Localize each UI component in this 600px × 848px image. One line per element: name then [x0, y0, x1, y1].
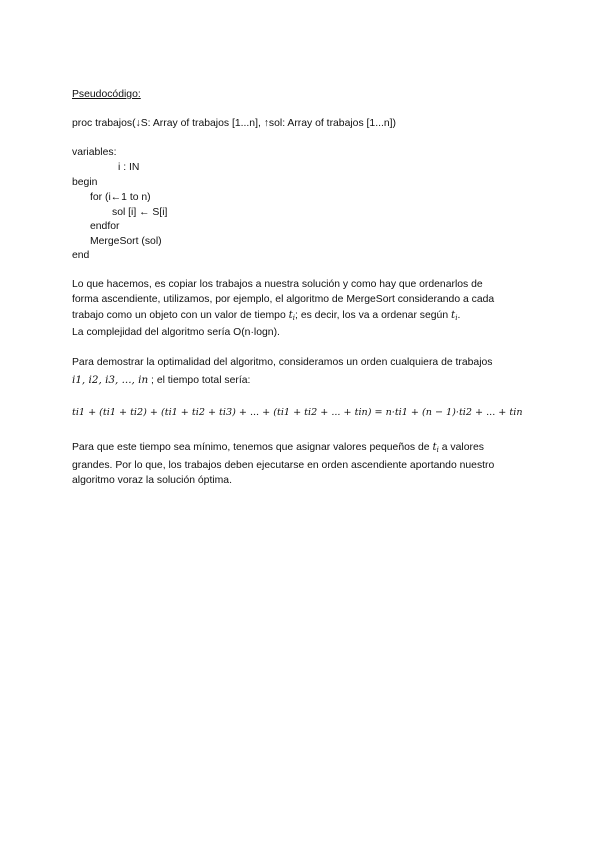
begin-keyword: begin	[72, 177, 98, 188]
explanation-line-3-text-c: .	[457, 310, 461, 321]
for-loop-line: for (i←1 to n)	[90, 192, 151, 203]
conclusion-line-1	[72, 441, 484, 456]
total-time-equation: ti1 + (ti1 + ti2) + (ti1 + ti2 + ti3) + ... + (ti1 + ti2 + ... + tin) = n·ti1 + (n − 1)·ti2 + ... + tin	[72, 407, 523, 418]
conclusion-line-2: grandes. Por lo que, los trabajos deben ejecutarse en orden ascendiente aportando nuestro	[72, 460, 495, 471]
math-t-i-second: $t_i$	[451, 309, 458, 322]
variables-label: variables:	[72, 147, 117, 158]
assignment-line: sol [i] ← S[i]	[112, 207, 168, 218]
math-t-i-conclusion: $t_i$	[432, 441, 439, 454]
end-keyword: end	[72, 250, 90, 261]
explanation-line-3-text-b: ; es decir, los va a ordenar según	[295, 310, 451, 321]
mergesort-call: MergeSort (sol)	[90, 236, 162, 247]
explanation-line-2: forma ascendiente, utilizamos, por ejemplo, el algoritmo de MergeSort considerando a cada	[72, 294, 495, 305]
pseudocode-heading: Pseudocódigo:	[72, 89, 141, 100]
optimality-line-2	[72, 374, 250, 387]
job-order-sequence: i1, i2, i3, ..., in	[72, 374, 149, 386]
math-t-i: $t_i$	[288, 309, 296, 322]
conclusion-line-3: algoritmo voraz la solución óptima.	[72, 475, 232, 486]
endfor-keyword: endfor	[90, 221, 120, 232]
procedure-signature: proc trabajos(↓S: Array of trabajos [1...n], ↑sol: Array of trabajos [1...n])	[72, 118, 396, 129]
explanation-line-3	[72, 309, 460, 324]
explanation-line-1: Lo que hacemos, es copiar los trabajos a nuestra solución y como hay que ordenarlos de	[72, 279, 483, 290]
complexity-statement: La complejidad del algoritmo sería O(n·logn).	[72, 327, 280, 338]
explanation-line-3-text-a: trabajo como un objeto con un valor de tiempo	[72, 310, 289, 321]
conclusion-line-1-text-b: a valores	[438, 442, 484, 453]
conclusion-line-1-text-a: Para que este tiempo sea mínimo, tenemos que asignar valores pequeños de	[72, 442, 433, 453]
optimality-line-2-text: ; el tiempo total sería:	[148, 375, 251, 386]
variable-declaration: i : IN	[118, 162, 140, 173]
optimality-line-1: Para demostrar la optimalidad del algoritmo, consideramos un orden cualquiera de trabajos	[72, 357, 493, 368]
